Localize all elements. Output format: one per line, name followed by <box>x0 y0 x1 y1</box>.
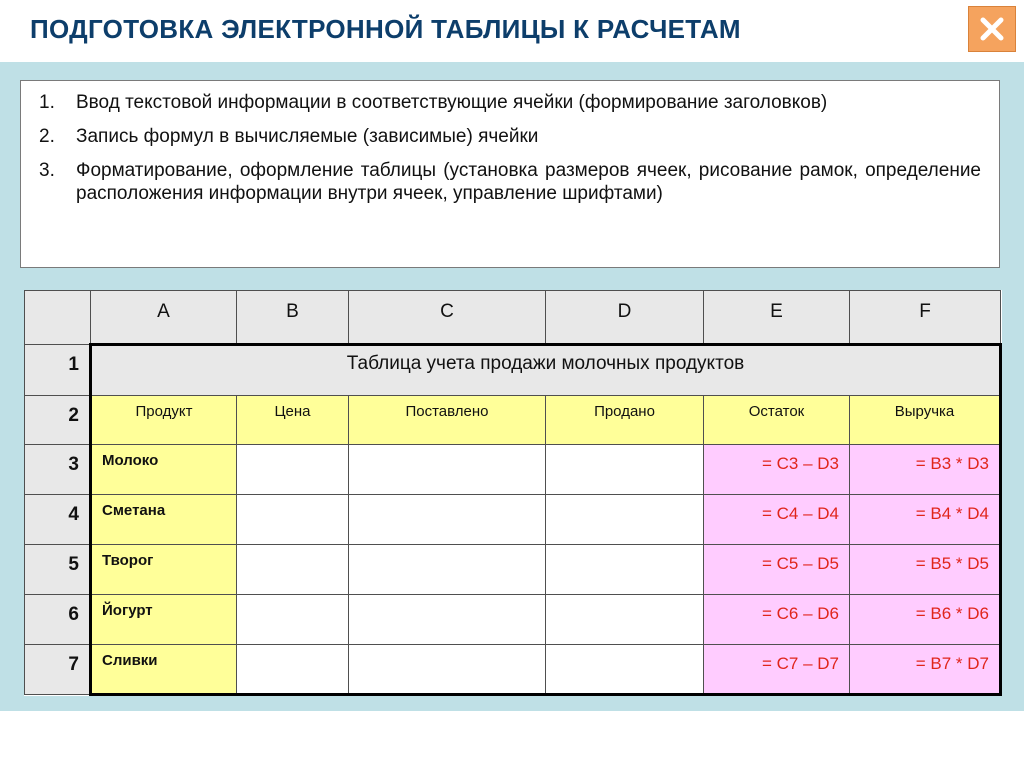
sold-cell[interactable] <box>546 445 704 495</box>
close-x-icon <box>979 16 1005 42</box>
column-header[interactable]: D <box>546 291 704 345</box>
supplied-cell[interactable] <box>349 595 546 645</box>
label-cell[interactable]: Выручка <box>850 396 1001 445</box>
supplied-cell[interactable] <box>349 645 546 695</box>
revenue-formula-cell[interactable]: = B3 * D3 <box>850 445 1001 495</box>
label-cell[interactable]: Остаток <box>704 396 850 445</box>
revenue-formula-cell[interactable]: = B6 * D6 <box>850 595 1001 645</box>
column-header[interactable]: E <box>704 291 850 345</box>
sold-cell[interactable] <box>546 595 704 645</box>
revenue-formula-cell[interactable]: = B4 * D4 <box>850 495 1001 545</box>
steps-box <box>20 80 1000 268</box>
step-number: 3. <box>39 160 55 181</box>
product-cell[interactable]: Йогурт <box>91 595 237 645</box>
corner-cell[interactable] <box>25 291 91 345</box>
column-header[interactable]: B <box>237 291 349 345</box>
remainder-formula-cell[interactable]: = C6 – D6 <box>704 595 850 645</box>
sold-cell[interactable] <box>546 645 704 695</box>
steps-list <box>21 91 999 216</box>
row-header[interactable]: 1 <box>25 345 91 396</box>
label-cell[interactable]: Продукт <box>91 396 237 445</box>
row-header[interactable]: 2 <box>25 396 91 445</box>
row-header[interactable]: 3 <box>25 445 91 495</box>
label-cell[interactable]: Поставлено <box>349 396 546 445</box>
price-cell[interactable] <box>237 445 349 495</box>
price-cell[interactable] <box>237 545 349 595</box>
sold-cell[interactable] <box>546 495 704 545</box>
step-number: 1. <box>39 92 55 113</box>
price-cell[interactable] <box>237 645 349 695</box>
remainder-formula-cell[interactable]: = C5 – D5 <box>704 545 850 595</box>
row-header[interactable]: 4 <box>25 495 91 545</box>
column-header[interactable]: C <box>349 291 546 345</box>
price-cell[interactable] <box>237 595 349 645</box>
price-cell[interactable] <box>237 495 349 545</box>
page-title: ПОДГОТОВКА ЭЛЕКТРОННОЙ ТАБЛИЦЫ К РАСЧЕТАМ <box>30 14 741 44</box>
label-cell[interactable]: Продано <box>546 396 704 445</box>
step-text: Форматирование, оформление таблицы (установка размеров ячеек, рисование рамок, определение расположения информации внутри ячеек, управление шрифтами) <box>76 160 981 204</box>
label-cell[interactable]: Цена <box>237 396 349 445</box>
sold-cell[interactable] <box>546 545 704 595</box>
header <box>0 0 1024 62</box>
row-header[interactable]: 5 <box>25 545 91 595</box>
step-item <box>21 159 999 205</box>
product-cell[interactable]: Молоко <box>91 445 237 495</box>
remainder-formula-cell[interactable]: = C3 – D3 <box>704 445 850 495</box>
table-title-cell[interactable]: Таблица учета продажи молочных продуктов <box>91 345 1001 396</box>
step-item <box>21 91 999 114</box>
step-text: Ввод текстовой информации в соответствующие ячейки (формирование заголовков) <box>76 92 828 113</box>
revenue-formula-cell[interactable]: = B5 * D5 <box>850 545 1001 595</box>
remainder-formula-cell[interactable]: = C4 – D4 <box>704 495 850 545</box>
step-number: 2. <box>39 126 55 147</box>
step-item <box>21 125 999 148</box>
row-header[interactable]: 7 <box>25 645 91 695</box>
step-text: Запись формул в вычисляемые (зависимые) ячейки <box>76 126 539 147</box>
column-header[interactable]: F <box>850 291 1001 345</box>
close-button[interactable] <box>968 6 1016 52</box>
revenue-formula-cell[interactable]: = B7 * D7 <box>850 645 1001 695</box>
product-cell[interactable]: Сметана <box>91 495 237 545</box>
spreadsheet <box>24 290 1002 696</box>
column-header[interactable]: A <box>91 291 237 345</box>
supplied-cell[interactable] <box>349 545 546 595</box>
supplied-cell[interactable] <box>349 495 546 545</box>
supplied-cell[interactable] <box>349 445 546 495</box>
product-cell[interactable]: Творог <box>91 545 237 595</box>
product-cell[interactable]: Сливки <box>91 645 237 695</box>
remainder-formula-cell[interactable]: = C7 – D7 <box>704 645 850 695</box>
row-header[interactable]: 6 <box>25 595 91 645</box>
